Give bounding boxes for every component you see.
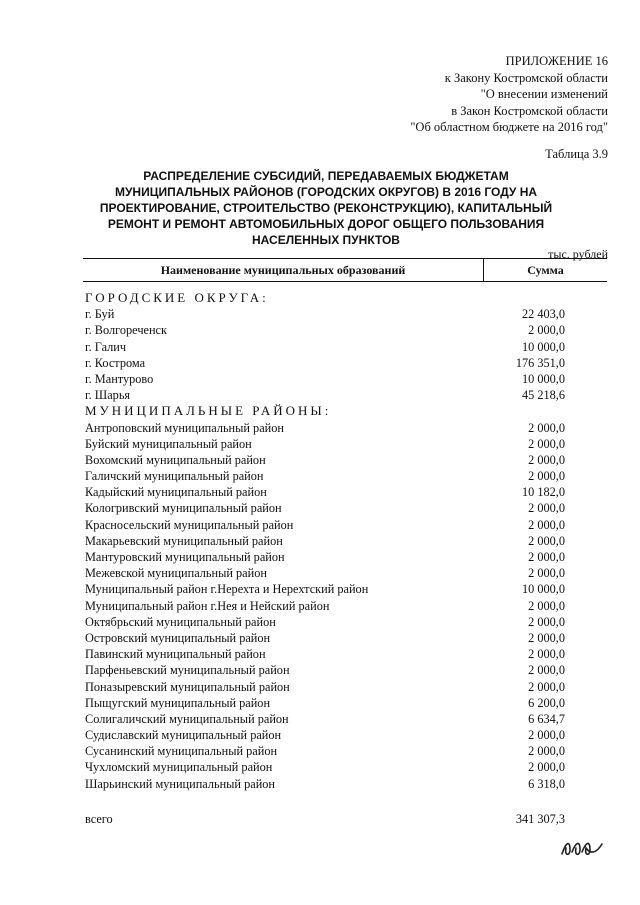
units-label: тыс. рублей [548,247,608,261]
appendix-header [410,53,608,136]
table-row [85,679,565,695]
table-row [85,695,565,711]
subsidy-amount: 2 000,0 [528,663,565,678]
municipality-name: Галичский муниципальный район [85,469,264,484]
document-title: РАСПРЕДЕЛЕНИЕ СУБСИДИЙ, ПЕРЕДАВАЕМЫХ БЮДЖЕТАМ МУНИЦИПАЛЬНЫХ РАЙОНОВ (ГОРОДСКИХ ОКРУГОВ) В 2016 ГОДУ НА ПРОЕКТИРОВАНИЕ, СТРОИТЕЛЬСТВО (РЕКОНСТРУКЦИЮ), КАПИТАЛЬНЫЙ РЕМОНТ И РЕМОНТ АВТОМОБИЛЬНЫХ ДОРОГ ОБЩЕГО ПОЛЬЗОВАНИЯ НАСЕЛЕННЫХ ПУНКТОВ [99,169,553,247]
total-label: всего [85,812,113,826]
subsidy-amount: 45 218,6 [521,388,565,403]
table-row [85,727,565,743]
municipality-name: г. Шарья [85,388,131,403]
municipality-name: Чухломский муниципальный район [85,760,273,775]
municipality-name: Павинский муниципальный район [85,647,266,662]
subsidy-amount: 6 634,7 [528,711,565,726]
municipality-name: Буйский муниципальный район [85,436,252,451]
total-value: 341 307,3 [515,812,565,826]
municipality-name: Межевской муниципальный район [85,566,267,581]
municipality-name: Кадыйский муниципальный район [85,485,267,500]
table-number: Таблица 3.9 [545,147,608,161]
column-header-name: Наименование муниципальных образований [83,259,484,281]
subsidy-amount: 2 000,0 [528,436,565,451]
subsidy-amount: 2 000,0 [528,469,565,484]
municipality-name: г. Буй [85,307,115,322]
table-row [85,646,565,662]
subsidy-amount: 2 000,0 [528,728,565,743]
header-line: "Об областном бюджете на 2016 год" [410,120,608,134]
subsidy-amount: 2 000,0 [528,679,565,694]
table-row [85,776,565,792]
municipality-name: г. Галич [85,339,127,354]
header-line: в Закон Костромской области [451,103,608,118]
subsidy-amount: 2 000,0 [528,744,565,759]
subsidy-amount [475,403,565,419]
table-row [85,630,565,646]
section-heading-row [85,290,565,306]
subsidy-amount: 2 000,0 [528,630,565,645]
subsidy-amount: 2 000,0 [528,647,565,662]
municipality-name: г. Волгореченск [85,323,167,338]
municipality-name: Муниципальный район г.Нерехта и Нерехтский район [85,582,369,597]
section-heading: ГОРОДСКИЕ ОКРУГА: [85,290,269,305]
subsidy-amount: 10 000,0 [521,582,565,597]
table-row [85,355,565,371]
table-row [85,711,565,727]
total-row [85,812,565,827]
subsidy-amount: 10 000,0 [521,371,565,386]
municipality-name: Парфеньевский муниципальный район [85,663,290,678]
municipality-name: Судиславский муниципальный район [85,728,282,743]
table-row [85,468,565,484]
municipality-name: Вохомский муниципальный район [85,452,266,467]
table-row [85,662,565,678]
subsidy-amount: 2 000,0 [528,614,565,629]
table-row [85,759,565,775]
table-row [85,549,565,565]
municipality-name: Шарьинский муниципальный район [85,776,276,791]
subsidy-amount: 22 403,0 [521,307,565,322]
table-row [85,371,565,387]
handwritten-initials-mark [558,834,608,860]
subsidy-amount: 2 000,0 [528,517,565,532]
header-line: "О внесении изменений [480,87,608,101]
table-header [83,258,607,282]
table-row [85,339,565,355]
table-row [85,387,565,403]
section-heading: МУНИЦИПАЛЬНЫЕ РАЙОНЫ: [85,403,332,419]
subsidy-amount: 2 000,0 [528,420,565,435]
subsidy-amount: 2 000,0 [528,760,565,775]
municipality-name: г. Кострома [85,355,146,370]
subsidy-amount: 2 000,0 [528,550,565,564]
municipality-name: Антроповский муниципальный район [85,420,284,435]
municipality-name: Мантуровский муниципальный район [85,550,285,564]
subsidy-amount: 2 000,0 [528,598,565,613]
municipality-name: Красносельский муниципальный район [85,517,294,532]
table-row [85,322,565,338]
table-row [85,452,565,468]
table-row [85,484,565,500]
municipality-name: Сусанинский муниципальный район [85,744,278,759]
subsidy-amount: 2 000,0 [528,323,565,338]
table-row [85,598,565,614]
table-row [85,500,565,516]
municipality-name: Октябрьский муниципальный район [85,614,276,629]
header-line: к Закону Костромской области [444,70,608,85]
subsidy-amount: 176 351,0 [515,355,565,370]
table-row [85,581,565,597]
table-row [85,565,565,581]
subsidy-amount: 10 182,0 [521,485,565,500]
municipality-name: Поназыревский муниципальный район [85,679,290,694]
subsidy-amount [475,290,565,306]
subsidy-amount: 2 000,0 [528,452,565,467]
subsidy-amount: 2 000,0 [528,566,565,581]
table-row [85,517,565,533]
municipality-name: Кологривский муниципальный район [85,501,282,516]
table-row [85,306,565,322]
municipality-name: Островский муниципальный район [85,630,271,645]
header-line: ПРИЛОЖЕНИЕ 16 [505,54,608,68]
table-row [85,436,565,452]
table-row [85,743,565,759]
municipality-name: Макарьевский муниципальный район [85,533,283,548]
subsidy-amount: 6 318,0 [528,776,565,791]
subsidy-amount: 10 000,0 [521,339,565,354]
subsidy-amount: 6 200,0 [528,695,565,710]
table-row [85,420,565,436]
municipality-name: Солигаличский муниципальный район [85,711,289,726]
subsidy-amount: 2 000,0 [528,501,565,516]
municipality-name: г. Мантурово [85,371,154,386]
table-row [85,533,565,549]
section-heading-row [85,403,565,419]
municipality-name: Пыщугский муниципальный район [85,695,271,710]
table-row [85,614,565,630]
column-header-sum: Сумма [527,263,564,277]
subsidy-amount: 2 000,0 [528,533,565,548]
table-body [85,290,565,792]
municipality-name: Муниципальный район г.Нея и Нейский район [85,598,330,613]
